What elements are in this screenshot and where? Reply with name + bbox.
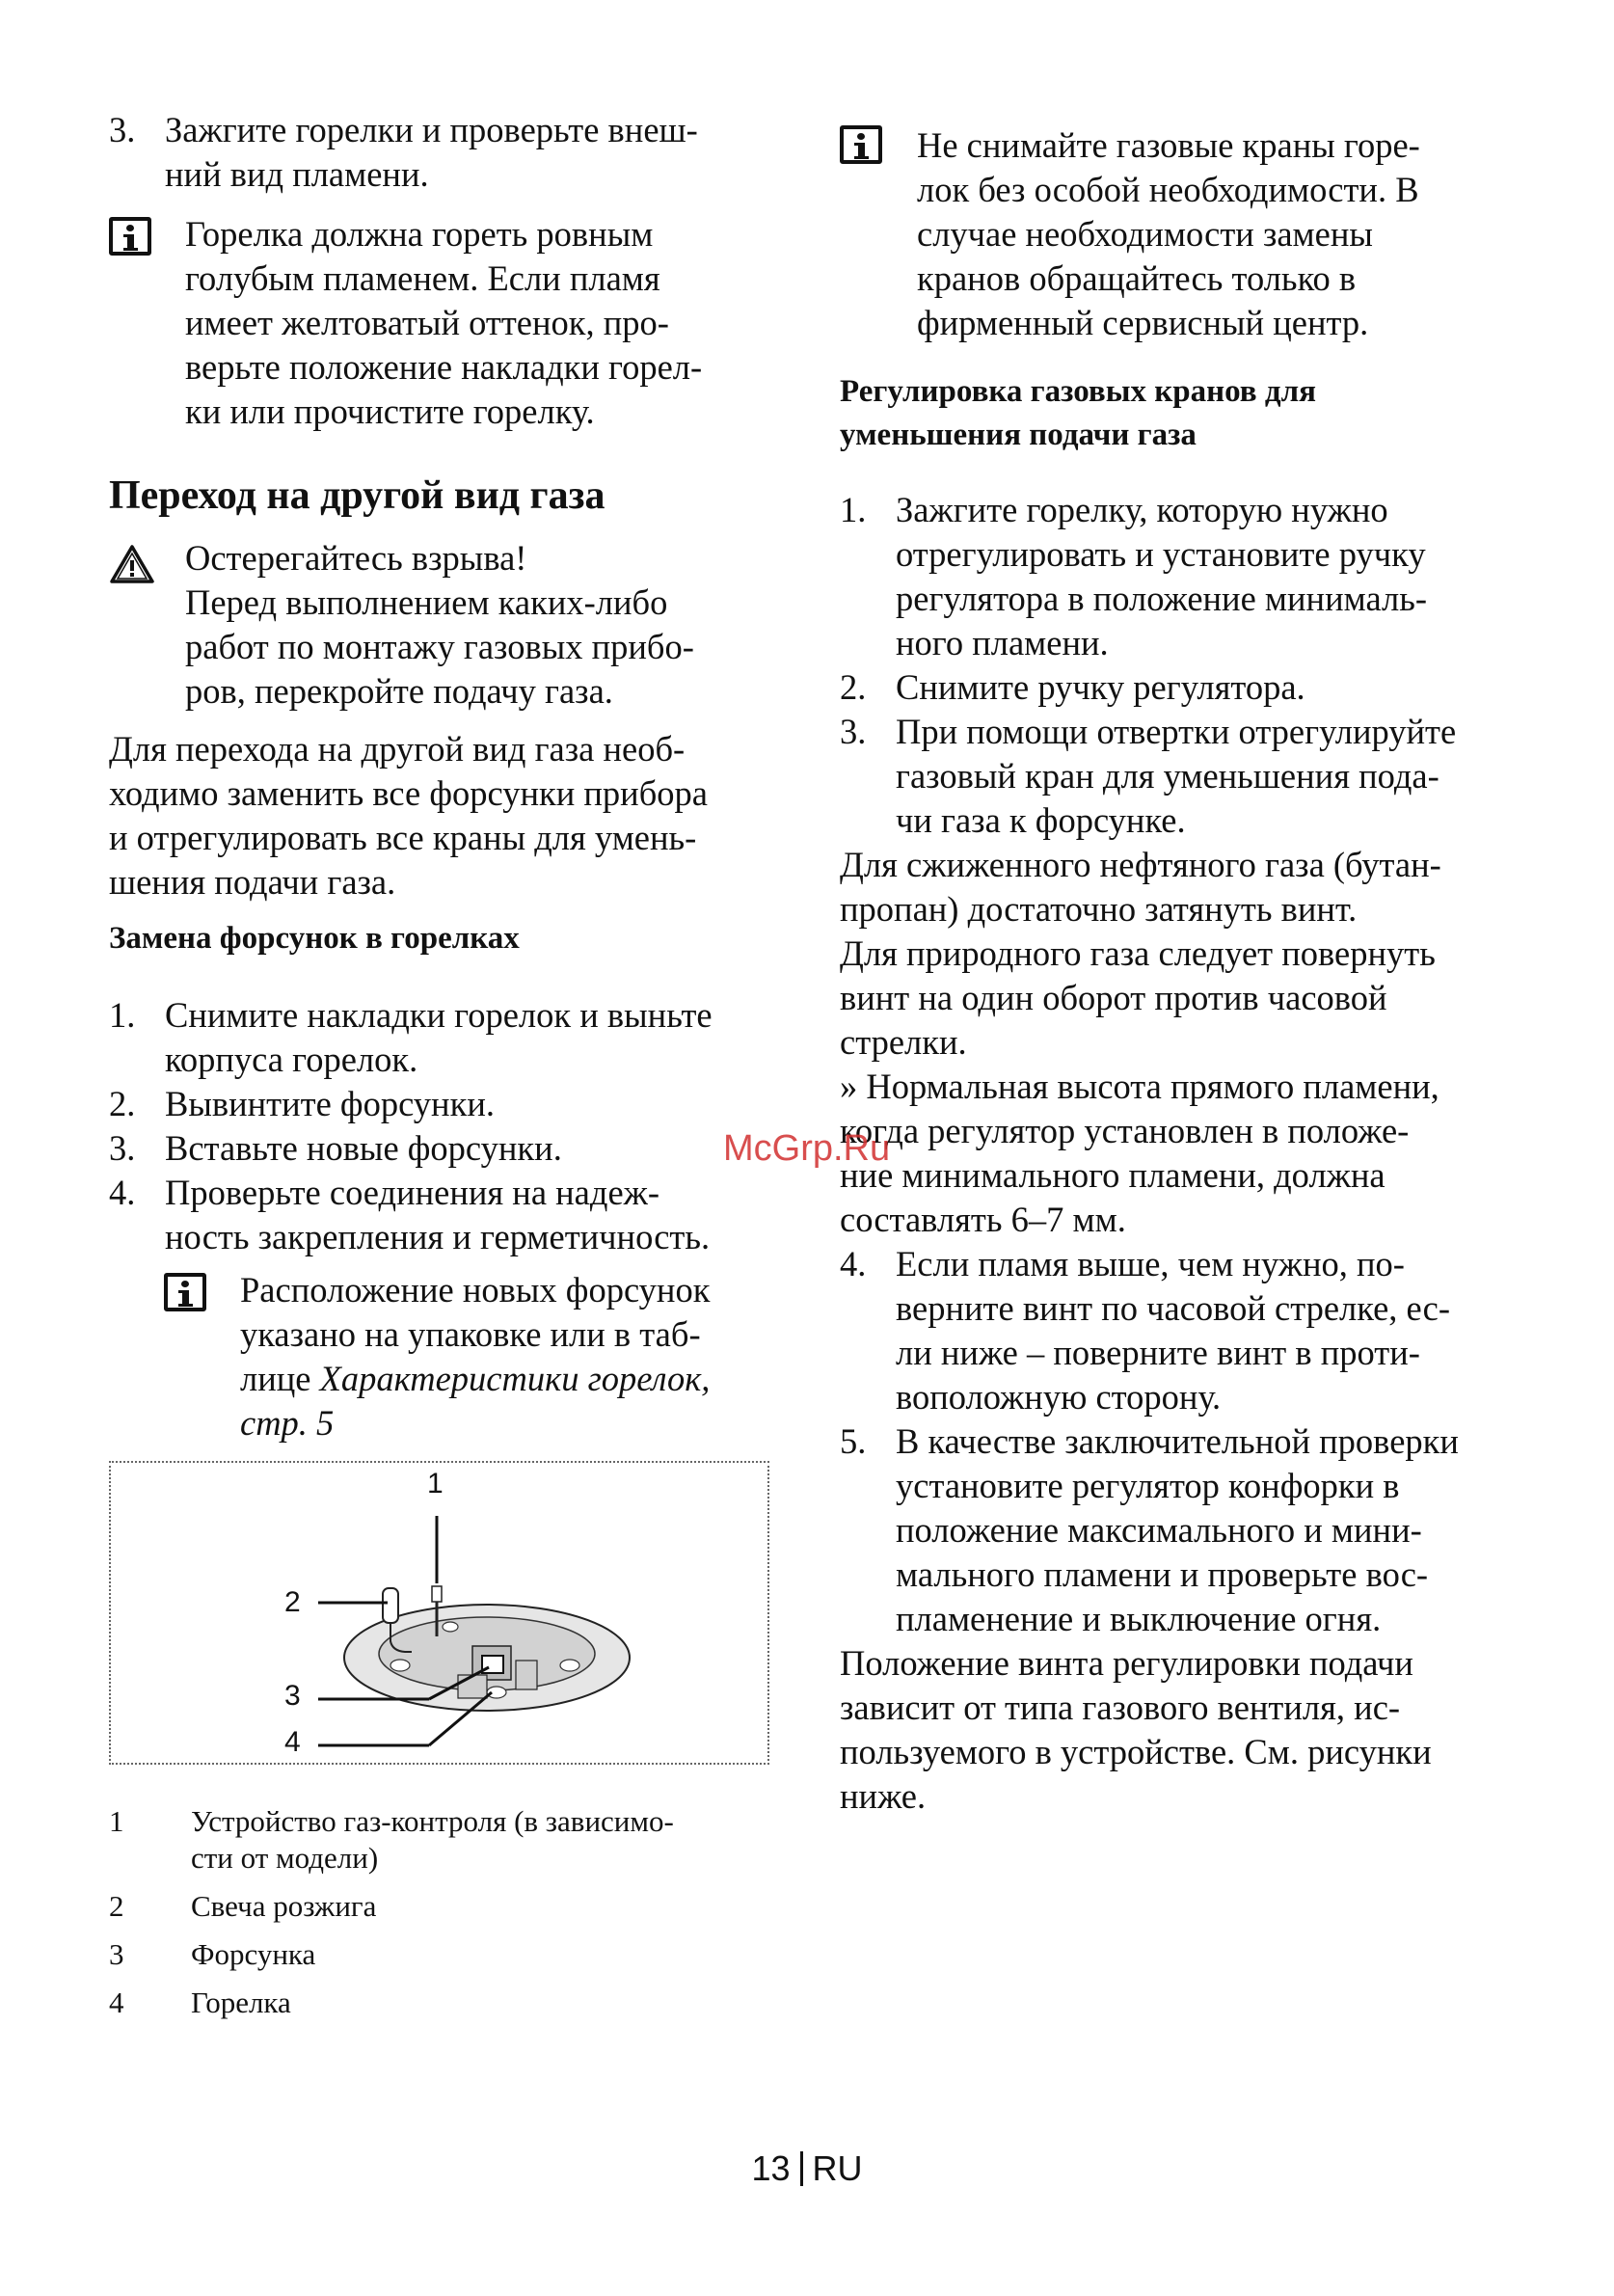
figure-legend bbox=[109, 1803, 774, 2021]
info-note-gas-taps: Не снимайте газовые краны горе- лок без особой необходимости. В случае необходимости замены кранов обращайтесь только в фирменный сервисный центр. bbox=[917, 125, 1420, 342]
info-icon bbox=[840, 125, 882, 164]
figure-label-1: 1 bbox=[427, 1468, 444, 1499]
burner-illustration bbox=[111, 1463, 767, 1763]
legend-item: 1 Устройство газ-контроля (в зависимо- сти от модели) bbox=[109, 1804, 674, 1875]
info-note-flame: Горелка должна гореть ровным голубым пламенем. Если пламя имеет желтоватый оттенок, про- верьте положение накладки горел- ки или прочистите горелку. bbox=[185, 214, 703, 431]
list-item-step-3: 3. При помощи отвертки отрегулируйте газовый кран для уменьшения пода- чи газа к форсунке. bbox=[840, 712, 1457, 840]
info-icon bbox=[164, 1273, 206, 1311]
language-code: RU bbox=[812, 2148, 863, 2188]
list-item-step-3 bbox=[109, 108, 774, 197]
list-item-step-4: 4. Проверьте соединения на надеж- ность закрепления и герметичность. bbox=[109, 1173, 711, 1256]
list-item-step-1: 1. Зажгите горелку, которую нужно отрегулировать и установите ручку регулятора в положение минималь- ного пламени. bbox=[840, 490, 1427, 662]
warning-note: Остерегайтесь взрыва! Перед выполнением каких-либо работ по монтажу газовых прибо- ров, перекройте подачу газа. bbox=[185, 538, 694, 711]
subheading-nozzles: Замена форсунок в горелках bbox=[109, 921, 520, 956]
figure-label-3: 3 bbox=[284, 1680, 301, 1712]
page-footer bbox=[0, 2148, 1614, 2189]
step-text: Зажгите горелки и проверьте внеш- ний вид пламени. bbox=[165, 110, 698, 194]
cross-reference-page: стр. 5 bbox=[240, 1403, 335, 1443]
footer-divider bbox=[800, 2151, 803, 2186]
list-item-step-4: 4. Если пламя выше, чем нужно, по- верните винт по часовой стрелке, ес- ли ниже – поверните винт в проти- воположную сторону. bbox=[840, 1244, 1450, 1417]
watermark: McGrp.Ru bbox=[723, 1128, 891, 1169]
list-item-step-5: 5. В качестве заключительной проверки установите регулятор конфорки в положение максимального и мини- мального пламени и проверьте вос- пламенение и выключение огня. bbox=[840, 1421, 1459, 1638]
list-item-step-1: 1. Снимите накладки горелок и выньте корпуса горелок. bbox=[109, 995, 713, 1079]
info-icon bbox=[109, 217, 151, 256]
subheading-tap-adjustment: Регулировка газовых кранов для уменьшения подачи газа bbox=[840, 374, 1316, 452]
page-number: 13 bbox=[751, 2148, 791, 2188]
list-item-step-2: 2. Снимите ручку регулятора. bbox=[840, 667, 1305, 707]
list-item-step-2: 2. Вывинтите форсунки. bbox=[109, 1084, 495, 1123]
figure-label-2: 2 bbox=[284, 1586, 301, 1618]
figure-label-4: 4 bbox=[284, 1726, 301, 1758]
info-note-nozzle-location: Расположение новых форсунок указано на упаковке или в таб- лице Характеристики горелок, стр. 5 bbox=[240, 1270, 711, 1443]
step-number: 3. bbox=[109, 110, 136, 149]
intro-paragraph: Для перехода на другой вид газа необ- ходимо заменить все форсунки прибора и отрегулировать все краны для умень- шения подачи газа. bbox=[109, 729, 708, 902]
list-item-step-3: 3. Вставьте новые форсунки. bbox=[109, 1128, 562, 1168]
legend-item: 4 Горелка bbox=[109, 1985, 291, 2019]
section-title: Переход на другой вид газа bbox=[109, 473, 605, 518]
burner-figure bbox=[109, 1461, 769, 1765]
paragraph-lpg: Для сжиженного нефтяного газа (бутан- пропан) достаточно затянуть винт. bbox=[840, 845, 1441, 929]
cross-reference-link: Характеристики горелок, bbox=[319, 1359, 711, 1398]
paragraph-screw-position: Положение винта регулировки подачи зависит от типа газового вентиля, ис- пользуемого в устройстве. См. рисунки ниже. bbox=[840, 1643, 1432, 1816]
legend-item: 2 Свеча розжига bbox=[109, 1889, 377, 1923]
result-note: » Нормальная высота прямого пламени, когда регулятор установлен в положе- ние минимального пламени, должна составлять 6–7 мм. bbox=[840, 1067, 1439, 1239]
legend-item: 3 Форсунка bbox=[109, 1937, 316, 1971]
paragraph-natural-gas: Для природного газа следует повернуть винт на один оборот против часовой стрелки. bbox=[840, 933, 1436, 1062]
warning-triangle-icon bbox=[109, 544, 155, 584]
